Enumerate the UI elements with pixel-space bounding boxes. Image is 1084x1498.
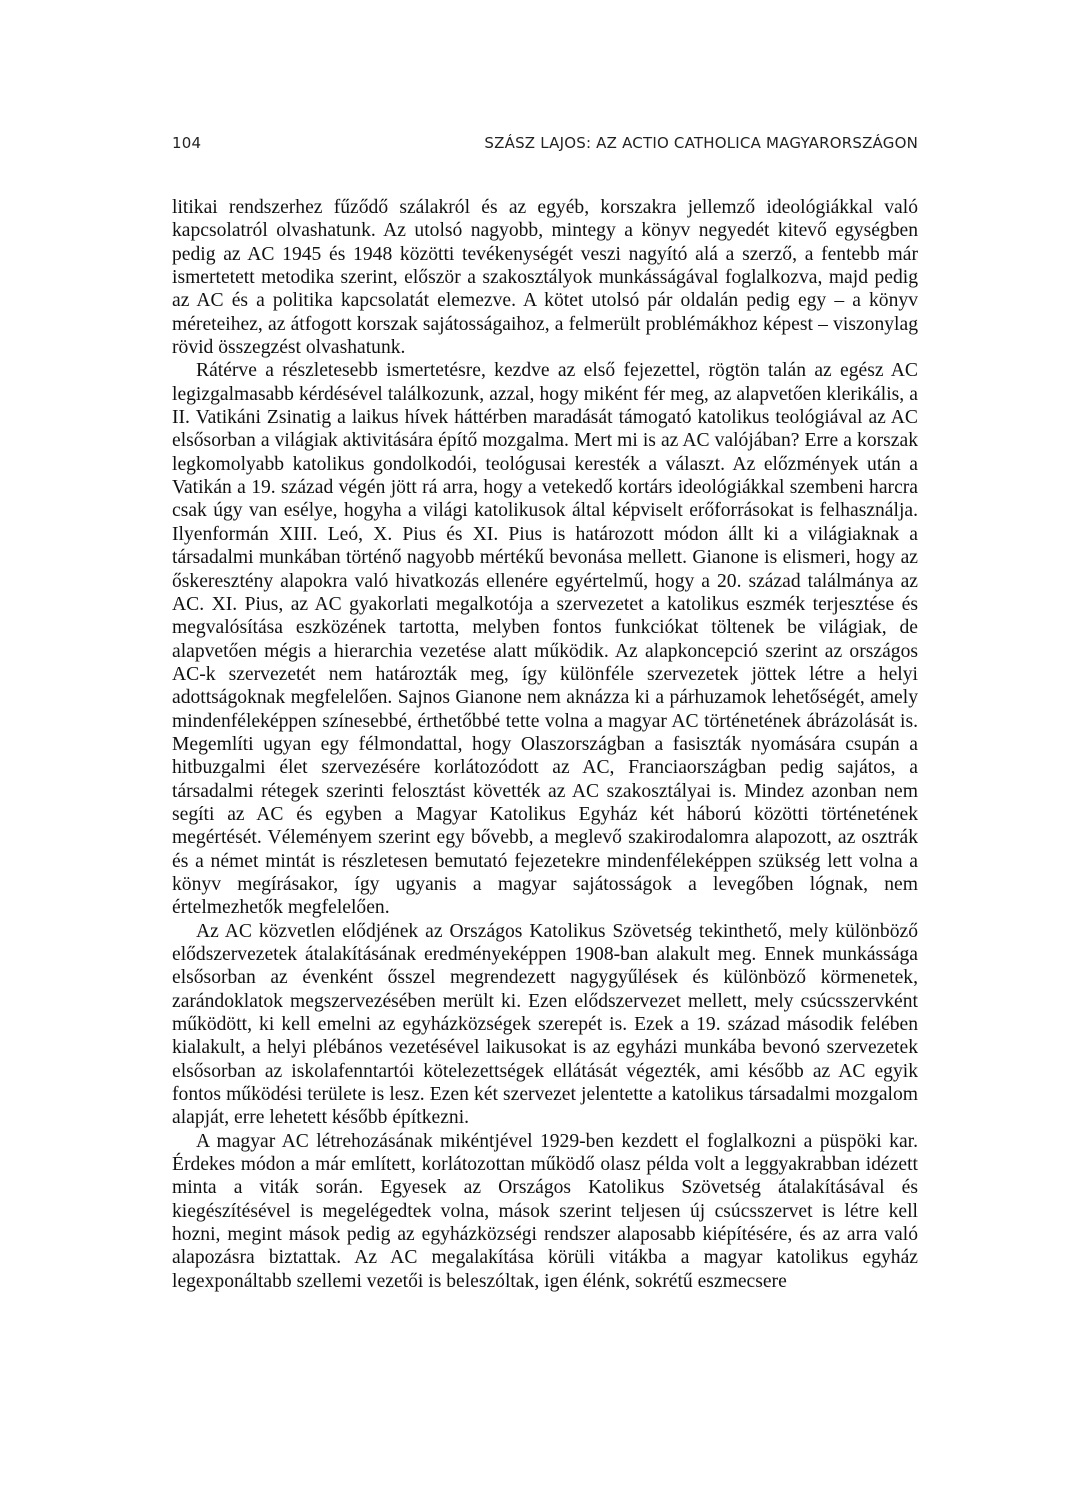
paragraph: litikai rendszerhez fűződő szálakról és az egyéb, korszakra jellemző ideológiákkal való kapcsolatról olvashatunk. Az utolsó nagyobb, mintegy a könyv negyedét kitevő egységben pedig az AC 1945 és 1948 közötti tevékenységét veszi nagyító alá a szerző, a fentebb már ismertetett metodika szerint, először a szakosztályok munkásságával foglalkozva, majd pedig az AC és a politika kapcsolatát elemezve. A kötet utolsó pár oldalán pedig egy – a könyv méreteihez, az átfogott korszak sajátosságaihoz, a felmerült problémákhoz képest – viszonylag rövid összegzést olvashatunk. xyxy=(172,197,918,359)
paragraph: Rátérve a részletesebb ismertetésre, kezdve az első fejezettel, rögtön talán az egész AC legizgalmasabb kérdésével találkozunk, azzal, hogy miként fér meg, az alapvetően klerikális, a II. Vatikáni Zsinatig a laikus hívek háttérben maradását támogató katolikus teológiával az AC elsősorban a világiak aktivitására építő mozgalma. Mert mi is az AC valójában? Erre a korszak legkomolyabb katolikus gondolkodói, teológusai keresték a választ. Az előzmények után a Vatikán a 19. század végén jött rá arra, hogy a vetekedő kortárs ideológiákkal szembeni harcra csak úgy van esélye, hogyha a világi katolikusok által képviselt erőforrásokat is felhasználja. Ilyenformán XIII. Leó, X. Pius és XI. Pius is határozott módon állt ki a világiaknak a társadalmi munkában történő nagyobb mértékű bevonása mellett. Gianone is elismeri, hogy az őskeresztény alapokra való hivatkozás ellenére egyértelmű, hogy a 20. század találmánya az AC. XI. Pius, az AC gyakorlati megalkotója a szervezetet a katolikus eszmék terjesztése és megvalósítása eszközének tartotta, melyben fontos funkciókat töltenek be világiak, de alapvetően mégis a hierarchia vezetése alatt működik. Az alapkoncepció szerint az országos AC-k szervezetét nem határozták meg, így különféle szervezetek jöttek létre a helyi adottságoknak megfelelően. Sajnos Gianone nem aknázza ki a párhuzamok lehetőségét, amely mindenféleképpen színesebbé, érthetőbbé tette volna a magyar AC történetének ábrázolását is. Megemlíti ugyan egy félmondattal, hogy Olaszországban a fasiszták nyomására csupán a hitbuzgalmi élet szervezésére korlátozódott az AC, Franciaországban pedig sajátos, a társadalmi rétegek szerinti felosztást követték az AC szakosztályai is. Mindez azonban nem segíti az AC és egyben a Magyar Katolikus Egyház két háború közötti történetének megértését. Véleményem szerint egy bővebb, a meglevő szakirodalomra alapozott, az osztrák és a német mintát is részletesen bemutató fejezetekre mindenféleképpen szükség lett volna a könyv megírásakor, így ugyanis a magyar sajátosságok a levegőben lógnak, nem értelmezhetők megfelelően. xyxy=(172,360,918,919)
paragraph: A magyar AC létrehozásának mikéntjével 1929-ben kezdett el foglalkozni a püspöki kar. Érdekes módon a már említett, korlátozottan működő olasz példa volt a leggyakrabban idézett minta a viták során. Egyesek az Országos Katolikus Szövetség átalakításával és kiegészítésével is megelégedtek volna, mások szerint teljesen új csúcsszervet is létre kell hozni, megint mások pedig az egyházközségi rendszer alaposabb kiépítésére, és az arra való alapozásra biztattak. Az AC megalakítása körüli vitákba a magyar katolikus egyház legexponáltabb szellemi vezetői is beleszóltak, igen élénk, sokrétű eszmecsere xyxy=(172,1130,918,1292)
running-header xyxy=(172,134,918,156)
paragraph: Az AC közvetlen elődjének az Országos Katolikus Szövetség tekinthető, mely különböző elődszervezetek átalakításának eredményeképpen 1908-ban alakult meg. Ennek munkássága elsősorban az évenként ősszel megrendezett nagygyűlések és különböző körmenetek, zarándoklatok megszervezésében merült ki. Ezen elődszervezet mellett, mely csúcsszervként működött, ki kell emelni az egyházközségek szerepét is. Ezek a 19. század második felében kialakult, a helyi plébános vezetésével laikusokat is az egyházi munkába bevonó szervezetek elsősorban az iskolafenntartói kötelezettségek ellátását végezték, ami később az AC egyik fontos működési területe is lesz. Ezen két szervezet jelentette a katolikus társadalmi mozgalom alapját, erre lehetett később építkezni. xyxy=(172,920,918,1129)
body-text xyxy=(172,196,918,1293)
running-title: SZÁSZ LAJOS: AZ ACTIO CATHOLICA MAGYARORSZÁGON xyxy=(484,134,918,152)
page-number: 104 xyxy=(172,134,202,152)
